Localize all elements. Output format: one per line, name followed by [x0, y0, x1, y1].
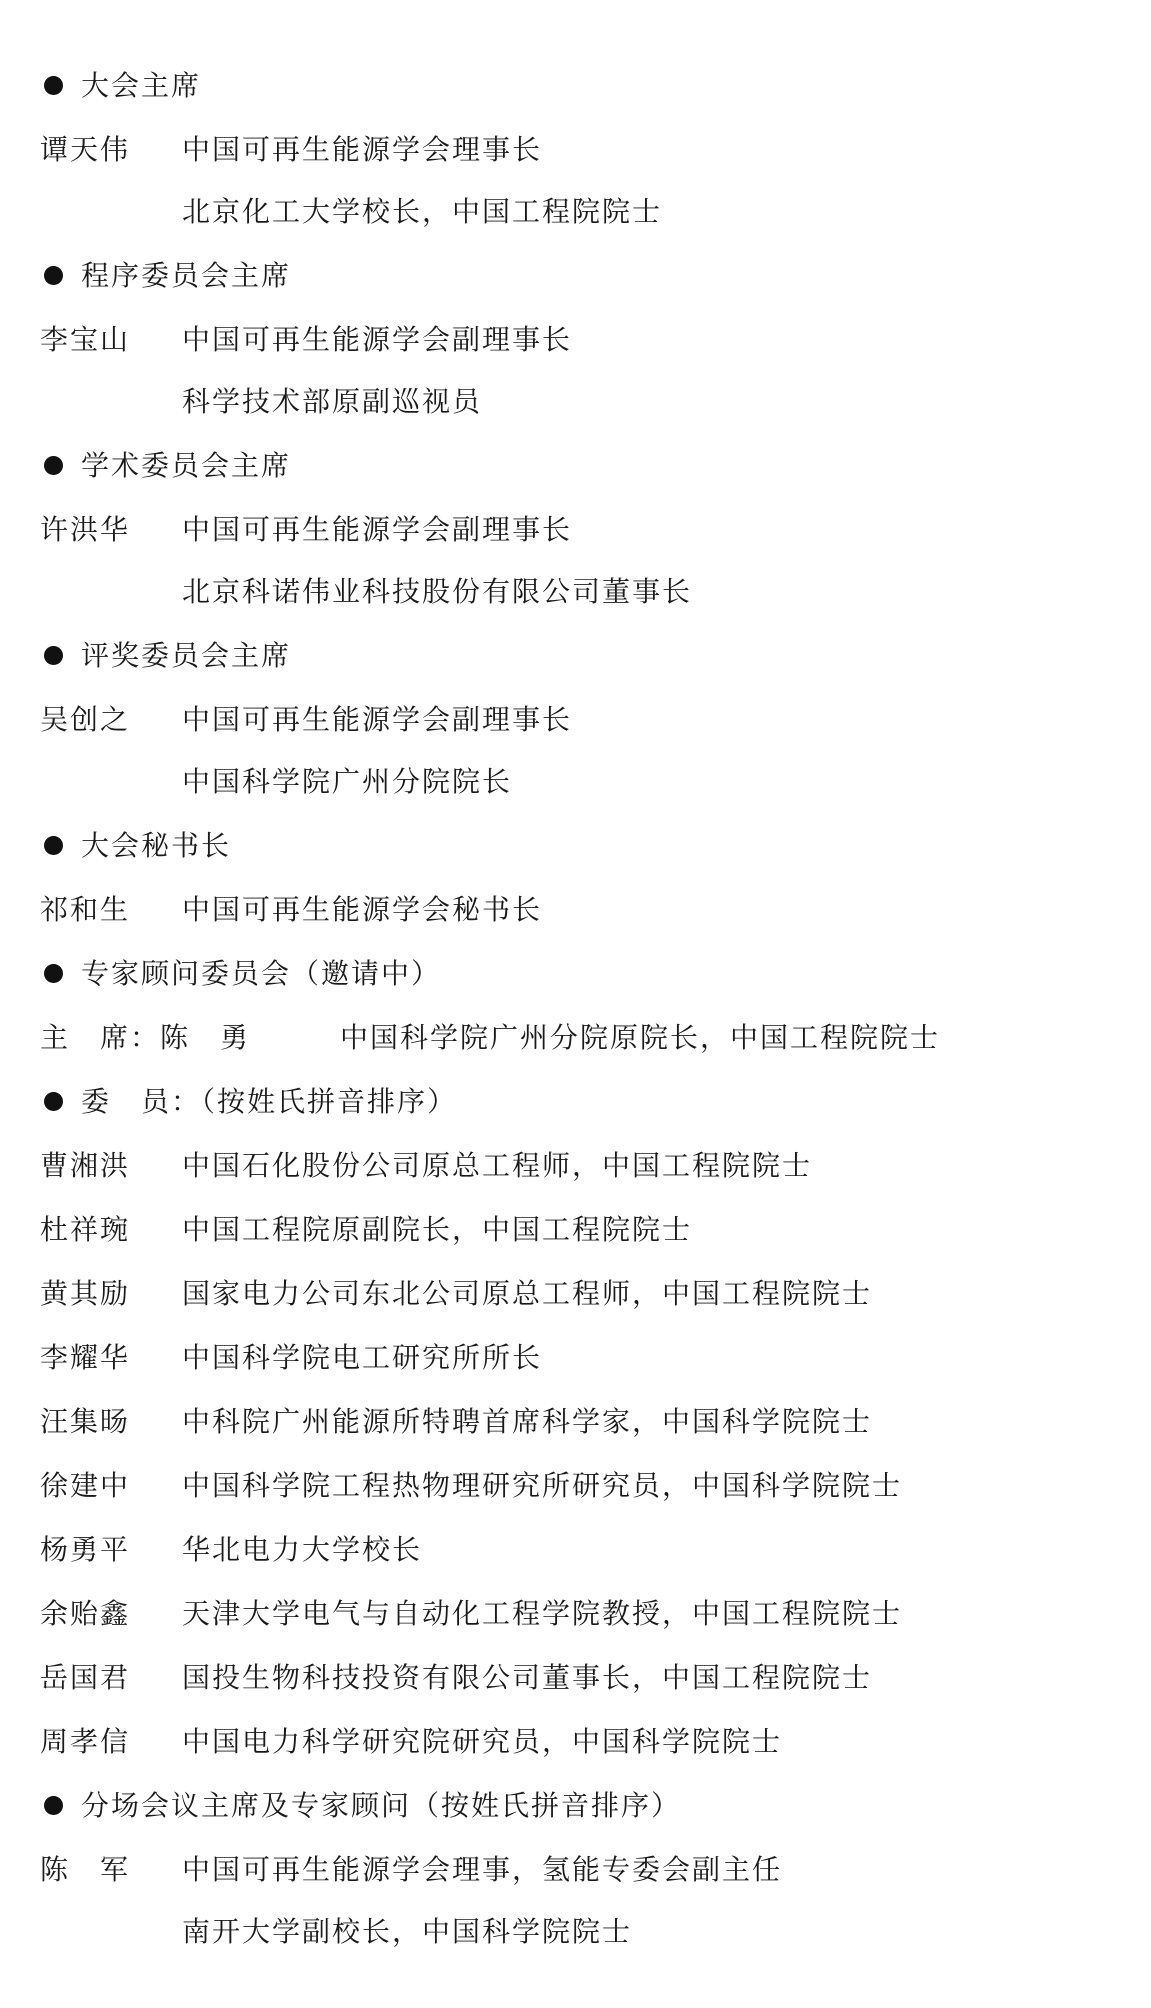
person-title: 科学技术部原副巡视员 [182, 385, 483, 418]
member-row [40, 1594, 902, 1634]
person-title: 中国工程院原副院长，中国工程院院士 [182, 1213, 693, 1246]
person-row [40, 320, 572, 360]
person-name: 谭天伟 [40, 133, 131, 166]
person-row-continuation [40, 572, 692, 612]
person-row-continuation [40, 192, 662, 232]
bullet-icon [44, 76, 63, 95]
section-heading: 评奖委员会主席 [40, 636, 291, 676]
person-row [40, 700, 572, 740]
member-row [40, 1146, 812, 1186]
person-row-continuation [40, 1912, 632, 1952]
person-title: 中国可再生能源学会秘书长 [182, 893, 543, 926]
person-name: 杨勇平 [40, 1533, 131, 1566]
person-name: 徐建中 [40, 1469, 131, 1502]
member-row [40, 1402, 872, 1442]
bullet-icon [44, 456, 63, 475]
section-heading: 委 员：（按姓氏拼音排序） [40, 1082, 457, 1122]
person-title: 中科院广州能源所特聘首席科学家，中国科学院院士 [182, 1405, 873, 1438]
section-heading: 分场会议主席及专家顾问（按姓氏拼音排序） [40, 1786, 681, 1826]
person-name: 杜祥琬 [40, 1213, 131, 1246]
person-row [40, 1850, 782, 1890]
bullet-icon [44, 1796, 63, 1815]
person-name: 余贻鑫 [40, 1597, 131, 1630]
bullet-icon [44, 1092, 63, 1111]
person-title: 中国科学院广州分院院长 [182, 765, 513, 798]
person-name: 周孝信 [40, 1725, 131, 1758]
member-row [40, 1722, 782, 1762]
person-row-continuation [40, 762, 512, 802]
person-name: 陈 军 [40, 1853, 131, 1886]
person-name: 黄其励 [40, 1277, 131, 1310]
member-row [40, 1210, 692, 1250]
person-title: 天津大学电气与自动化工程学院教授，中国工程院院士 [182, 1597, 903, 1630]
person-title: 北京科诺伟业科技股份有限公司董事长 [182, 575, 693, 608]
person-name: 汪集旸 [40, 1405, 131, 1438]
person-title: 中国石化股份公司原总工程师，中国工程院院士 [182, 1149, 813, 1182]
section-heading: 专家顾问委员会（邀请中） [40, 954, 441, 994]
person-title: 中国可再生能源学会副理事长 [182, 703, 573, 736]
bullet-icon [44, 266, 63, 285]
person-title: 中国可再生能源学会副理事长 [182, 513, 573, 546]
person-title: 中国可再生能源学会理事，氢能专委会副主任 [182, 1853, 783, 1886]
person-title: 国家电力公司东北公司原总工程师，中国工程院院士 [182, 1277, 873, 1310]
chair-label: 主 席：陈 勇 [40, 1021, 251, 1054]
person-name: 祁和生 [40, 893, 131, 926]
member-row [40, 1530, 422, 1570]
member-row [40, 1338, 542, 1378]
person-title: 华北电力大学校长 [182, 1533, 423, 1566]
person-name: 李宝山 [40, 323, 131, 356]
person-title: 北京化工大学校长，中国工程院院士 [182, 195, 663, 228]
person-name: 许洪华 [40, 513, 131, 546]
bullet-icon [44, 836, 63, 855]
person-title: 中国可再生能源学会副理事长 [182, 323, 573, 356]
section-heading: 大会主席 [40, 66, 201, 106]
chair-title: 中国科学院广州分院原院长，中国工程院院士 [340, 1021, 941, 1054]
person-title: 中国可再生能源学会理事长 [182, 133, 543, 166]
chair-row [40, 1018, 940, 1058]
person-name: 吴创之 [40, 703, 131, 736]
section-heading: 程序委员会主席 [40, 256, 291, 296]
person-name: 岳国君 [40, 1661, 131, 1694]
bullet-icon [44, 964, 63, 983]
member-row [40, 1466, 902, 1506]
member-row [40, 1274, 872, 1314]
person-name: 李耀华 [40, 1341, 131, 1374]
person-name: 曹湘洪 [40, 1149, 131, 1182]
member-row [40, 1658, 872, 1698]
person-row [40, 890, 542, 930]
person-title: 国投生物科技投资有限公司董事长，中国工程院院士 [182, 1661, 873, 1694]
person-title: 中国科学院电工研究所所长 [182, 1341, 543, 1374]
person-title: 南开大学副校长，中国科学院院士 [182, 1915, 633, 1948]
person-row [40, 510, 572, 550]
section-heading: 学术委员会主席 [40, 446, 291, 486]
person-title: 中国科学院工程热物理研究所研究员，中国科学院院士 [182, 1469, 903, 1502]
section-heading: 大会秘书长 [40, 826, 231, 866]
person-row [40, 130, 542, 170]
person-row-continuation [40, 382, 482, 422]
person-title: 中国电力科学研究院研究员，中国科学院院士 [182, 1725, 783, 1758]
bullet-icon [44, 646, 63, 665]
